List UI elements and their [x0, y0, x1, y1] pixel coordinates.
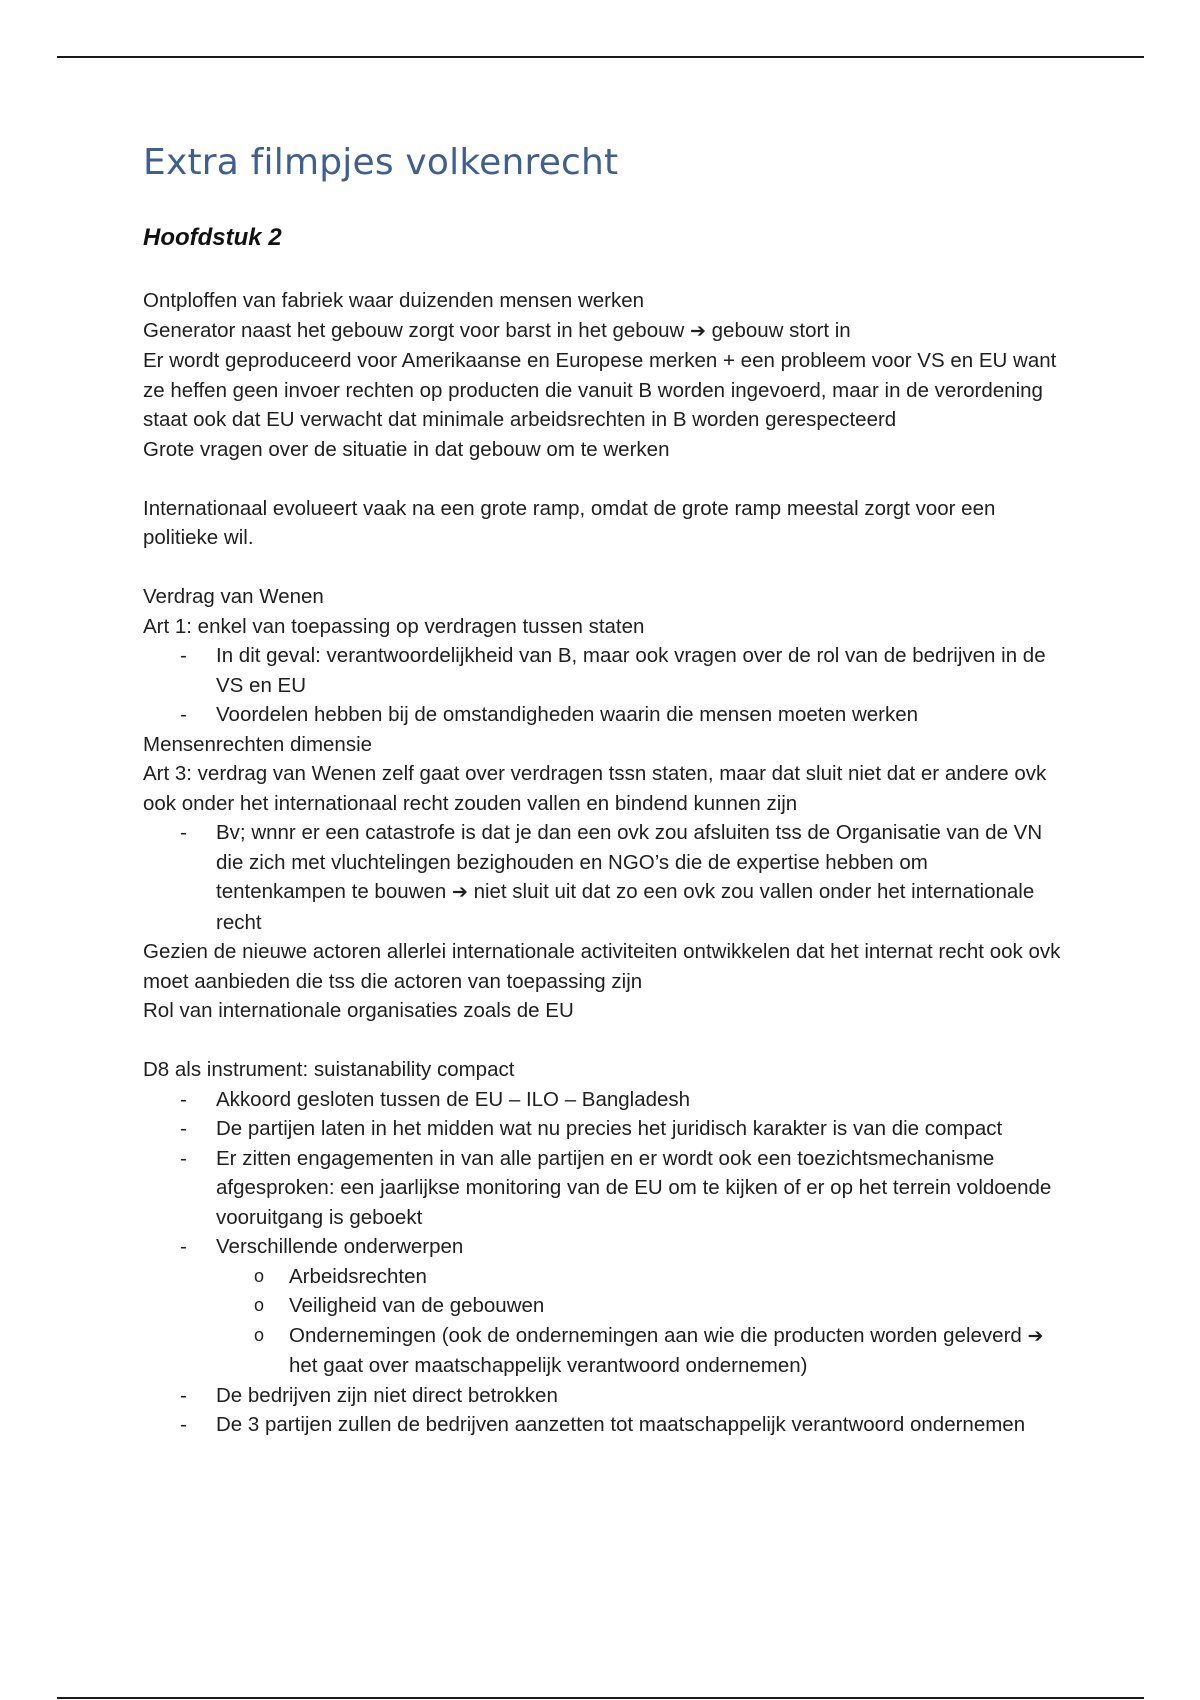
chapter-heading: Hoofdstuk 2: [143, 224, 282, 251]
list-item: - In dit geval: verantwoordelijkheid van B, maar ook vragen over de rol van de bedrijven in de VS en EU: [216, 641, 1063, 700]
paragraph: D8 als instrument: suistanability compact: [143, 1058, 515, 1081]
paragraph: Grote vragen over de situatie in dat gebouw om te werken: [143, 437, 670, 461]
spacer: [143, 553, 1063, 583]
list-item: [216, 818, 1063, 937]
list-item: - Voordelen hebben bij de omstandigheden waarin die mensen moeten werken: [216, 700, 1063, 730]
compact-bullet-list: [143, 1085, 1063, 1440]
paragraph-text: Generator naast het gebouw zorgt voor barst in het gebouw: [143, 318, 685, 342]
list-item-text: Bv; wnnr er een catastrofe is dat je dan een ovk zou afsluiten tss de Organisatie van de VN die zich met vluchtelingen bezighouden en NGO’s die de expertise hebben om tentenkampen te bouwen: [216, 821, 1043, 903]
sub-list-item-text: het gaat over maatschappelijk verantwoord ondernemen): [289, 1354, 808, 1377]
sub-list-item: [289, 1321, 1063, 1381]
sub-bullet-list: [216, 1262, 1063, 1381]
paragraph: Verdrag van Wenen: [143, 585, 324, 608]
paragraph: Ontploffen van fabriek waar duizenden mensen werken: [143, 289, 645, 312]
document-body: [143, 286, 1063, 1440]
list-item: - De bedrijven zijn niet direct betrokken: [216, 1381, 1063, 1411]
art1-bullet-list: [143, 641, 1063, 730]
paragraph: [143, 316, 1063, 347]
paragraph: Internationaal evolueert vaak na een grote ramp, omdat de grote ramp meestal zorgt voor een politieke wil.: [143, 496, 996, 549]
spacer: [143, 1026, 1063, 1056]
spacer: [143, 464, 1063, 494]
list-item: [216, 1232, 1063, 1381]
list-item: - De 3 partijen zullen de bedrijven aanzetten tot maatschappelijk verantwoord ondernemen: [216, 1410, 1063, 1440]
paragraph-text: gebouw stort in: [711, 318, 851, 342]
paragraph: Gezien de nieuwe actoren allerlei internationale activiteiten ontwikkelen dat het internat recht ook ovk moet aanbieden die tss die actoren van toepassing zijn: [143, 940, 1061, 993]
paragraph: Er wordt geproduceerd voor Amerikaanse en Europese merken + een probleem voor VS en EU want ze heffen geen invoer rechten op producten die vanuit B worden ingevoerd, maar in de verordening staat ook dat EU verwacht dat minimale arbeidsrechten in B worden gerespecteerd: [143, 349, 1057, 431]
arrow-icon: ➔: [1027, 1324, 1044, 1347]
sub-list-item: o Veiligheid van de gebouwen: [289, 1291, 1063, 1321]
art3-bullet-list: [143, 818, 1063, 937]
sub-list-item: o Arbeidsrechten: [289, 1262, 1063, 1292]
list-item: - Akkoord gesloten tussen de EU – ILO – Bangladesh: [216, 1085, 1063, 1115]
sub-list-item-text: Ondernemingen (ook de ondernemingen aan wie die producten worden geleverd: [289, 1323, 1022, 1347]
paragraph: Art 3: verdrag van Wenen zelf gaat over verdragen tssn staten, maar dat sluit niet dat er andere ovk ook onder het internationaal recht zouden vallen en bindend kunnen zijn: [143, 762, 1047, 815]
document-title: Extra filmpjes volkenrecht: [143, 142, 619, 183]
paragraph: Rol van internationale organisaties zoals de EU: [143, 999, 574, 1022]
paragraph: Art 1: enkel van toepassing op verdragen tussen staten: [143, 614, 645, 638]
arrow-icon: ➔: [690, 319, 706, 342]
list-item-text: Verschillende onderwerpen: [216, 1235, 464, 1258]
arrow-icon: ➔: [451, 881, 468, 903]
paragraph: Mensenrechten dimensie: [143, 732, 373, 756]
list-item: - De partijen laten in het midden wat nu precies het juridisch karakter is van die compact: [216, 1114, 1063, 1144]
list-item: - Er zitten engagementen in van alle partijen en er wordt ook een toezichtsmechanisme afgesproken: een jaarlijkse monitoring van de EU om te kijken of er op het terrein voldoende vooruitgang is geboekt: [216, 1144, 1063, 1233]
list-item-text: niet sluit uit dat zo een ovk zou vallen onder het internationale recht: [216, 880, 1035, 934]
footer-rule: [57, 1697, 1144, 1699]
header-rule: [57, 56, 1144, 58]
